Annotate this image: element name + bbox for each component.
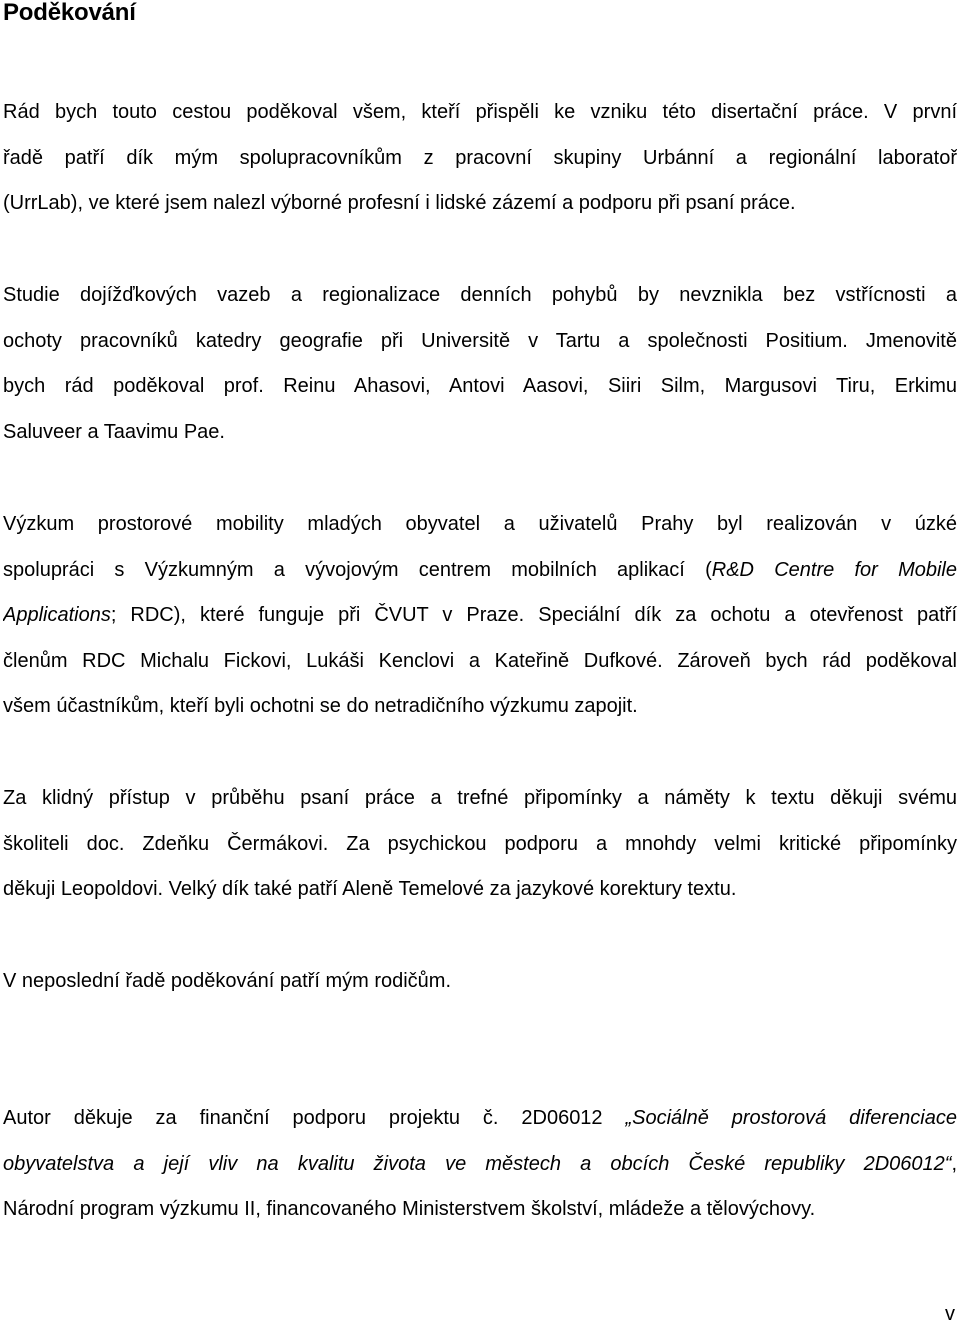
text-line: ochoty pracovníků katedry geografie při Universitě v Tartu a společnosti Positium. Jmenovitě [3,329,957,352]
text-line [3,1142,957,1188]
text-line: Výzkum prostorové mobility mladých obyvatel a uživatelů Prahy byl realizován v úzké [3,513,957,535]
text-line [3,593,957,639]
page-number: v [945,1303,955,1325]
text-line: Rád bych touto cestou poděkoval všem, kteří přispěli ke vzniku této disertační práce. V první [3,101,957,123]
page-title: Poděkování [3,0,136,26]
text-line: řadě patří dík mým spolupracovníkům z pracovní skupiny Urbánní a regionální laboratoř [3,146,957,169]
paragraph-mobility [3,502,957,730]
paragraph-parents [3,959,957,1005]
paragraph-tartu [3,273,957,455]
italic-text: „Sociálně prostorová diferenciace [625,1107,957,1129]
text-line: školiteli doc. Zdeňku Čermákovi. Za psychickou podporu a mnohdy velmi kritické připomínky [3,832,957,855]
text-line: V neposlední řadě poděkování patří mým rodičům. [3,970,452,992]
paragraph-funding [3,1096,957,1233]
paragraph-supervisor [3,776,957,913]
italic-text: Applications [3,604,111,626]
text-segment: ; RDC), které funguje při ČVUT v Praze. Speciální dík za ochotu a otevřenost patří [110,604,957,626]
text-line: Národní program výzkumu II, financovaného Ministerstvem školství, mládeže a tělovýchovy. [3,1198,816,1220]
text-line: Za klidný přístup v průběhu psaní práce a trefné připomínky a náměty k textu děkuji svému [3,787,957,809]
text-segment: , [951,1152,957,1175]
text-line: (UrrLab), ve které jsem nalezl výborné profesní i lidské zázemí a podporu při psaní práce. [3,192,796,214]
italic-text: obyvatelstva a její vliv na kvalitu života ve městech a obcích České republiky 2D06012“ [3,1152,952,1175]
paragraph-intro [3,90,957,227]
text-line: Saluveer a Taavimu Pae. [3,420,225,443]
text-line: děkuji Leopoldovi. Velký dík také patří Aleně Temelové za jazykové korektury textu. [3,878,737,900]
italic-text: R&D Centre for Mobile [711,558,957,581]
text-line: Studie dojížďkových vazeb a regionalizace denních pohybů by nevznikla bez vstřícnosti a [3,284,957,306]
text-segment: Autor děkuje za finanční podporu projektu č. 2D06012 [3,1107,626,1129]
text-line [3,548,957,594]
text-line: členům RDC Michalu Fickovi, Lukáši Kenclovi a Kateřině Dufkové. Zároveň bych rád poděkoval [3,649,957,672]
text-line: bych rád poděkoval prof. Reinu Ahasovi, Antovi Aasovi, Siiri Silm, Margusovi Tiru, Erkimu [3,375,957,397]
text-line: všem účastníkům, kteří byli ochotni se do netradičního výzkumu zapojit. [3,695,638,717]
text-segment: spolupráci s Výzkumným a vývojovým centrem mobilních aplikací ( [3,558,712,581]
text-line [3,1096,957,1142]
